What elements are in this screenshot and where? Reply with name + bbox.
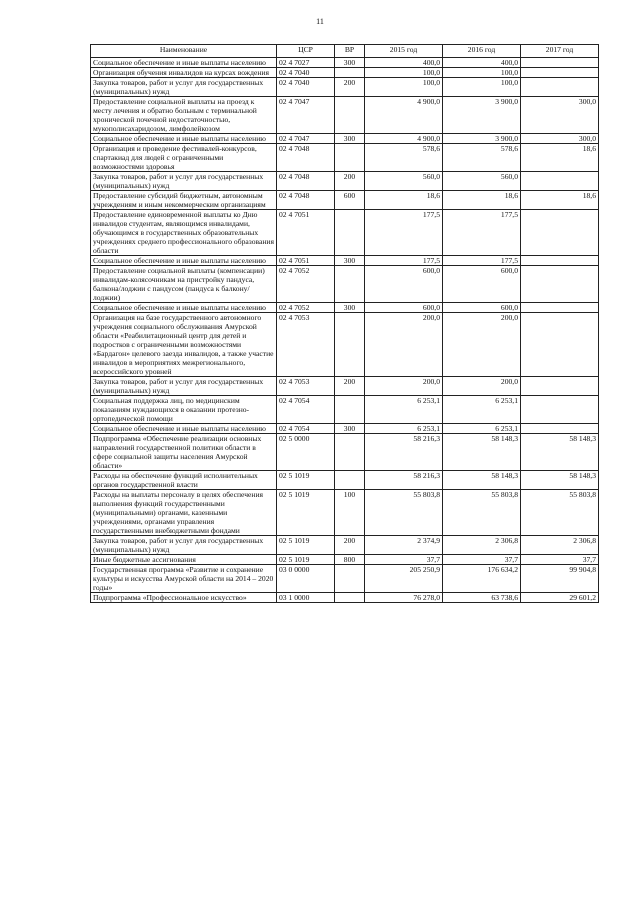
row-2015: 37,7	[365, 555, 443, 565]
header-2016: 2016 год	[443, 45, 521, 58]
row-2016: 100,0	[443, 68, 521, 78]
row-2017	[521, 256, 599, 266]
table-row	[91, 555, 599, 565]
row-name: Предоставление единовременной выплаты ко Дню инвалидов студентам, являющимся инвалидами, обучающимся в государственных образовательных учреждениях среднего профессионального образования области	[91, 210, 277, 256]
row-2015: 100,0	[365, 78, 443, 97]
row-2016: 176 634,2	[443, 565, 521, 593]
row-2016: 37,7	[443, 555, 521, 565]
row-2015: 55 803,8	[365, 490, 443, 536]
row-csr: 02 4 7052	[277, 266, 335, 303]
row-vr: 200	[335, 536, 365, 555]
row-2016: 18,6	[443, 191, 521, 210]
row-vr	[335, 210, 365, 256]
table-row	[91, 97, 599, 134]
row-2015: 200,0	[365, 377, 443, 396]
row-2015: 200,0	[365, 313, 443, 377]
row-name: Закупка товаров, работ и услуг для государственных (муниципальных) нужд	[91, 536, 277, 555]
row-name: Предоставление социальной выплаты (компенсации) инвалидам-колясочникам на пристройку пандуса, балкона/лоджии с пандусом (пандуса к балкону/лоджии)	[91, 266, 277, 303]
row-name: Государственная программа «Развитие и сохранение культуры и искусства Амурской области на 2014 – 2020 годы»	[91, 565, 277, 593]
row-2017: 99 904,8	[521, 565, 599, 593]
row-vr	[335, 266, 365, 303]
table-row	[91, 172, 599, 191]
row-vr: 300	[335, 424, 365, 434]
row-2015: 58 216,3	[365, 471, 443, 490]
row-2017: 58 148,3	[521, 434, 599, 471]
row-2015: 600,0	[365, 266, 443, 303]
row-vr	[335, 434, 365, 471]
row-name: Иные бюджетные ассигнования	[91, 555, 277, 565]
table-row	[91, 191, 599, 210]
row-2015: 4 900,0	[365, 97, 443, 134]
table-row	[91, 134, 599, 144]
row-2016: 200,0	[443, 377, 521, 396]
row-2016: 560,0	[443, 172, 521, 191]
row-2015: 400,0	[365, 58, 443, 68]
row-2017: 300,0	[521, 97, 599, 134]
row-vr: 200	[335, 377, 365, 396]
row-name: Подпрограмма «Профессиональное искусство»	[91, 593, 277, 603]
table-row	[91, 593, 599, 603]
table-row	[91, 303, 599, 313]
row-name: Закупка товаров, работ и услуг для государственных (муниципальных) нужд	[91, 78, 277, 97]
row-name: Организация на базе государственного автономного учреждения социального обслуживания Амурской области «Реабилитационный центр для детей и подростков с ограниченными возможностями «Бардагон» целевого заезда инвалидов, а также участие инвалидов в мероприятиях межрегионального, всероссийского уровней	[91, 313, 277, 377]
table-row	[91, 424, 599, 434]
row-name: Закупка товаров, работ и услуг для государственных (муниципальных) нужд	[91, 377, 277, 396]
row-2015: 578,6	[365, 144, 443, 172]
row-csr: 02 4 7027	[277, 58, 335, 68]
row-csr: 02 4 7053	[277, 313, 335, 377]
row-2016: 6 253,1	[443, 396, 521, 424]
row-2017	[521, 266, 599, 303]
table-row	[91, 266, 599, 303]
row-name: Организация и проведение фестивалей-конкурсов, спартакиад для людей с ограниченными возможностями здоровья	[91, 144, 277, 172]
row-2016: 2 306,8	[443, 536, 521, 555]
table-row	[91, 536, 599, 555]
table-row	[91, 434, 599, 471]
row-2017: 18,6	[521, 144, 599, 172]
header-vr: ВР	[335, 45, 365, 58]
row-2016: 400,0	[443, 58, 521, 68]
row-csr: 02 4 7048	[277, 172, 335, 191]
row-2016: 600,0	[443, 303, 521, 313]
row-name: Социальная поддержка лиц, по медицинским показаниям нуждающихся в оказании протезно-ортопедической помощи	[91, 396, 277, 424]
row-2017: 29 601,2	[521, 593, 599, 603]
row-2017	[521, 396, 599, 424]
row-2017	[521, 377, 599, 396]
table-row	[91, 565, 599, 593]
row-vr: 200	[335, 172, 365, 191]
row-vr	[335, 97, 365, 134]
row-name: Социальное обеспечение и иные выплаты населению	[91, 303, 277, 313]
row-2016: 177,5	[443, 256, 521, 266]
row-vr: 200	[335, 78, 365, 97]
row-2015: 76 278,0	[365, 593, 443, 603]
header-name: Наименование	[91, 45, 277, 58]
row-csr: 02 4 7051	[277, 256, 335, 266]
row-2017	[521, 172, 599, 191]
row-vr	[335, 313, 365, 377]
row-2016: 55 803,8	[443, 490, 521, 536]
row-vr	[335, 471, 365, 490]
row-csr: 02 5 1019	[277, 490, 335, 536]
row-vr: 300	[335, 58, 365, 68]
table-row	[91, 256, 599, 266]
row-2015: 18,6	[365, 191, 443, 210]
row-csr: 02 4 7054	[277, 424, 335, 434]
row-csr: 02 4 7047	[277, 134, 335, 144]
row-2017: 18,6	[521, 191, 599, 210]
row-2017: 58 148,3	[521, 471, 599, 490]
row-csr: 02 4 7051	[277, 210, 335, 256]
row-2015: 6 253,1	[365, 396, 443, 424]
row-name: Подпрограмма «Обеспечение реализации основных направлений государственной политики области в сфере социальной защиты населения Амурской области»	[91, 434, 277, 471]
row-csr: 02 5 0000	[277, 434, 335, 471]
row-vr	[335, 144, 365, 172]
row-csr: 02 4 7047	[277, 97, 335, 134]
row-2015: 6 253,1	[365, 424, 443, 434]
row-2016: 578,6	[443, 144, 521, 172]
row-name: Социальное обеспечение и иные выплаты населению	[91, 424, 277, 434]
row-2017	[521, 303, 599, 313]
row-name: Социальное обеспечение и иные выплаты населению	[91, 134, 277, 144]
header-2017: 2017 год	[521, 45, 599, 58]
row-name: Расходы на обеспечение функций исполнительных органов государственной власти	[91, 471, 277, 490]
row-csr: 02 4 7052	[277, 303, 335, 313]
row-csr: 02 4 7053	[277, 377, 335, 396]
row-name: Организация обучения инвалидов на курсах вождения	[91, 68, 277, 78]
row-vr: 800	[335, 555, 365, 565]
row-2017: 37,7	[521, 555, 599, 565]
row-csr: 02 5 1019	[277, 536, 335, 555]
row-2015: 100,0	[365, 68, 443, 78]
row-2015: 205 250,9	[365, 565, 443, 593]
header-2015: 2015 год	[365, 45, 443, 58]
row-vr	[335, 396, 365, 424]
row-2017: 300,0	[521, 134, 599, 144]
row-2016: 177,5	[443, 210, 521, 256]
budget-table	[90, 44, 599, 603]
table-row	[91, 313, 599, 377]
row-2016: 58 148,3	[443, 434, 521, 471]
row-2015: 600,0	[365, 303, 443, 313]
row-2016: 63 738,6	[443, 593, 521, 603]
page-number: 11	[316, 17, 324, 26]
row-2015: 177,5	[365, 256, 443, 266]
row-2016: 58 148,3	[443, 471, 521, 490]
row-csr: 02 4 7040	[277, 78, 335, 97]
table-row	[91, 210, 599, 256]
row-2015: 2 374,9	[365, 536, 443, 555]
row-csr: 03 1 0000	[277, 593, 335, 603]
row-2017	[521, 58, 599, 68]
row-vr	[335, 593, 365, 603]
row-2015: 560,0	[365, 172, 443, 191]
row-name: Предоставление субсидий бюджетным, автономным учреждениям и иным некоммерческим организациям	[91, 191, 277, 210]
row-name: Социальное обеспечение и иные выплаты населению	[91, 58, 277, 68]
row-vr: 100	[335, 490, 365, 536]
row-name: Предоставление социальной выплаты на проезд к месту лечения и обратно больным с терминальной хронической почечной недостаточностью, мукополисахаридозом, лимфолейкозом	[91, 97, 277, 134]
row-vr: 600	[335, 191, 365, 210]
row-csr: 02 5 1019	[277, 555, 335, 565]
row-2017	[521, 210, 599, 256]
table-row	[91, 377, 599, 396]
row-csr: 02 4 7054	[277, 396, 335, 424]
table-row	[91, 396, 599, 424]
row-2017	[521, 78, 599, 97]
table-row	[91, 144, 599, 172]
row-name: Социальное обеспечение и иные выплаты населению	[91, 256, 277, 266]
table-row	[91, 471, 599, 490]
header-csr: ЦСР	[277, 45, 335, 58]
row-2015: 177,5	[365, 210, 443, 256]
row-2017: 55 803,8	[521, 490, 599, 536]
row-2017: 2 306,8	[521, 536, 599, 555]
row-2016: 3 900,0	[443, 97, 521, 134]
row-2015: 4 900,0	[365, 134, 443, 144]
row-vr: 300	[335, 134, 365, 144]
table-header-row	[91, 45, 599, 58]
row-2016: 600,0	[443, 266, 521, 303]
row-2016: 6 253,1	[443, 424, 521, 434]
row-vr	[335, 68, 365, 78]
row-2016: 200,0	[443, 313, 521, 377]
row-2015: 58 216,3	[365, 434, 443, 471]
row-vr: 300	[335, 256, 365, 266]
table-row	[91, 58, 599, 68]
row-csr: 02 5 1019	[277, 471, 335, 490]
row-2017	[521, 68, 599, 78]
row-2016: 3 900,0	[443, 134, 521, 144]
row-2017	[521, 313, 599, 377]
row-csr: 02 4 7048	[277, 144, 335, 172]
row-csr: 02 4 7040	[277, 68, 335, 78]
row-2017	[521, 424, 599, 434]
table-row	[91, 78, 599, 97]
table-row	[91, 68, 599, 78]
row-name: Закупка товаров, работ и услуг для государственных (муниципальных) нужд	[91, 172, 277, 191]
row-vr: 300	[335, 303, 365, 313]
row-vr	[335, 565, 365, 593]
row-csr: 03 0 0000	[277, 565, 335, 593]
row-2016: 100,0	[443, 78, 521, 97]
row-csr: 02 4 7048	[277, 191, 335, 210]
table-row	[91, 490, 599, 536]
row-name: Расходы на выплаты персоналу в целях обеспечения выполнения функций государственными (муниципальными) органами, казенными учреждениями, органами управления государственными внебюджетными фондами	[91, 490, 277, 536]
